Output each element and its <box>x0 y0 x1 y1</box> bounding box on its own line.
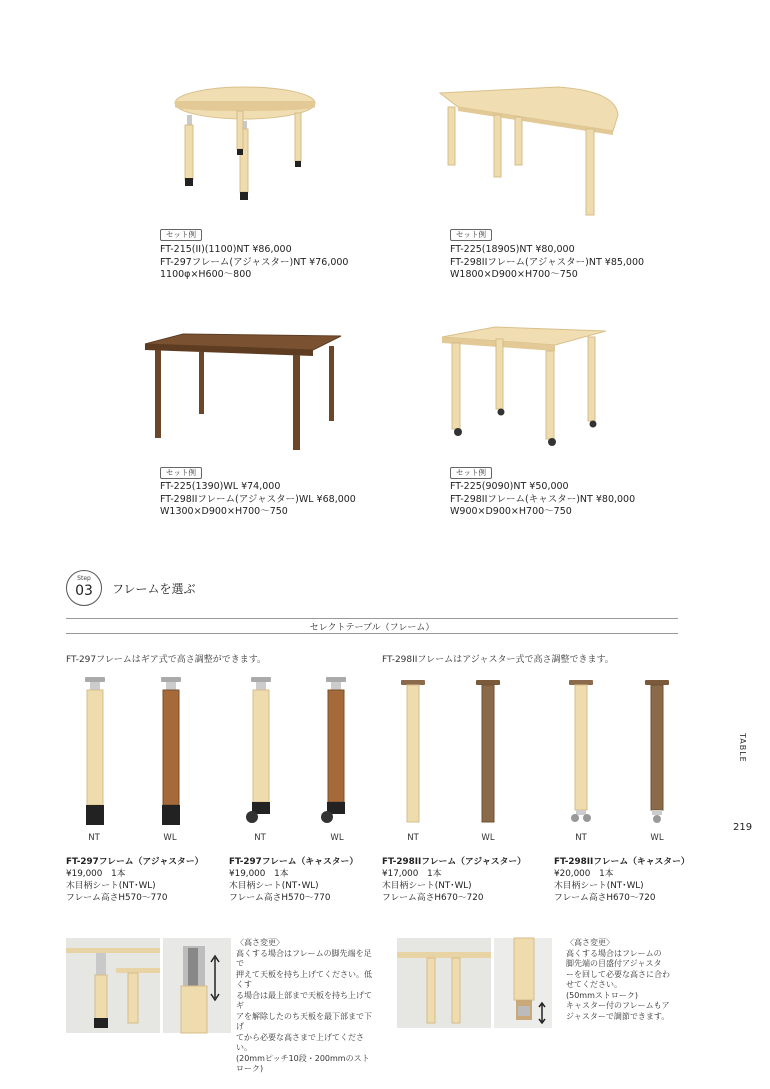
leg-ft297-caster-nt <box>243 677 277 827</box>
band-title: セレクトテーブル（フレーム） <box>309 623 435 633</box>
spec-line: W1800×D900×H700～750 <box>450 269 578 280</box>
table-spec-1 <box>160 244 348 282</box>
spec-line: FT-298IIフレーム(キャスター)NT ¥80,000 <box>450 493 636 505</box>
half-round-table-image <box>438 85 623 220</box>
product-sheet: 木目柄シート(NT･WL) <box>554 881 644 891</box>
leg-label-wl: WL <box>163 833 177 843</box>
leg-ft298-adjuster-nt <box>398 680 428 830</box>
product-sheet: 木目柄シート(NT･WL) <box>382 881 472 891</box>
note-line: 高くする場合はフレームの脚先端を足で <box>236 948 372 968</box>
round-table-image <box>175 85 320 215</box>
height-change-note-297 <box>236 938 376 1075</box>
note-line: てから必要な高さまで上げてください。 <box>236 1032 364 1052</box>
table-spec-2 <box>450 244 644 282</box>
product-height: フレーム高さH670～720 <box>554 893 656 903</box>
note-line: キャスター付のフレームもア <box>566 1001 670 1010</box>
section-side-label: TABLE <box>738 733 747 763</box>
leg-label-wl: WL <box>481 833 495 843</box>
set-example-tag-1: セット例 <box>160 229 202 241</box>
ft298-note: FT-298IIフレームはアジャスター式で高さ調整できます。 <box>382 655 614 665</box>
divider-bottom <box>66 633 678 634</box>
note-line: ジャスターで調節できます。 <box>566 1011 670 1021</box>
spec-line: W900×D900×H700～750 <box>450 506 572 517</box>
spec-line: FT-215(II)(1100)NT ¥86,000 <box>160 244 292 255</box>
leg-label-nt: NT <box>407 833 419 843</box>
table-spec-4 <box>450 481 635 519</box>
product-sheet: 木目柄シート(NT･WL) <box>229 881 319 891</box>
height-change-title: 〈高さ変更〉 <box>236 938 284 947</box>
height-change-photo-297-a <box>66 938 160 1033</box>
spec-line: 1100φ×H600～800 <box>160 269 252 280</box>
height-change-photo-298-a <box>397 938 491 1028</box>
note-line: 押えて天板を持ち上げてください。低くす <box>236 969 372 989</box>
walnut-table-image <box>143 330 343 455</box>
height-change-photo-297-b <box>163 938 231 1033</box>
note-line: (50mmストローク) <box>566 990 639 1000</box>
product-sheet: 木目柄シート(NT･WL) <box>66 881 156 891</box>
height-change-note-298 <box>566 938 676 1022</box>
set-example-tag-3: セット例 <box>160 467 202 479</box>
step-title: フレームを選ぶ <box>112 582 196 596</box>
product-price: ¥20,000 1本 <box>554 869 614 879</box>
product-ft298-caster <box>554 856 690 904</box>
product-ft297-adjuster <box>66 856 203 904</box>
leg-label-nt: NT <box>88 833 100 843</box>
leg-ft297-caster-wl <box>318 677 352 827</box>
product-height: フレーム高さH570～770 <box>229 893 331 903</box>
table-spec-3 <box>160 481 356 519</box>
spec-line: FT-298IIフレーム(アジャスター)WL ¥68,000 <box>160 493 356 505</box>
leg-ft298-adjuster-wl <box>473 680 503 830</box>
product-price: ¥19,000 1本 <box>229 869 289 879</box>
note-line: 脚先端の目盛付アジャスタ <box>566 959 662 968</box>
product-name: FT-297フレーム（キャスター） <box>229 857 359 867</box>
leg-ft297-adjuster-wl <box>156 677 186 827</box>
step-number: 03 <box>75 583 93 599</box>
leg-ft297-adjuster-nt <box>80 677 110 827</box>
product-height: フレーム高さH570～770 <box>66 893 168 903</box>
step-label: Step <box>77 575 91 582</box>
product-price: ¥19,000 1本 <box>66 869 126 879</box>
step-badge <box>66 570 102 606</box>
height-change-title: 〈高さ変更〉 <box>566 938 614 947</box>
square-caster-table-image <box>440 325 610 450</box>
note-line: せてください。 <box>566 980 622 989</box>
note-line: ローク) <box>236 1064 264 1073</box>
page-number: 219 <box>733 822 753 833</box>
product-price: ¥17,000 1本 <box>382 869 442 879</box>
spec-line: FT-225(9090)NT ¥50,000 <box>450 481 569 492</box>
ft297-note: FT-297フレームはギア式で高さ調整ができます。 <box>66 655 267 665</box>
leg-label-nt: NT <box>254 833 266 843</box>
product-name: FT-297フレーム（アジャスター） <box>66 857 204 867</box>
leg-ft298-caster-wl <box>642 680 672 830</box>
note-line: アを解除したのち天板を最下部まで下げ <box>236 1011 372 1031</box>
note-line: ーを回して必要な高さに合わ <box>566 969 670 979</box>
spec-line: FT-298IIフレーム(アジャスター)NT ¥85,000 <box>450 256 645 268</box>
leg-ft298-caster-nt <box>566 680 596 830</box>
leg-label-nt: NT <box>575 833 587 843</box>
divider-top <box>66 618 678 619</box>
product-ft298-adjuster <box>382 856 526 904</box>
height-change-photo-298-b <box>494 938 552 1028</box>
note-line: る場合は最上部まで天板を持ち上げてギ <box>236 990 372 1010</box>
leg-label-wl: WL <box>650 833 664 843</box>
spec-line: W1300×D900×H700～750 <box>160 506 288 517</box>
note-line: (20mmピッチ10段・200mmのスト <box>236 1053 370 1063</box>
leg-label-wl: WL <box>330 833 344 843</box>
set-example-tag-4: セット例 <box>450 467 492 479</box>
product-name: FT-298IIフレーム（キャスター） <box>554 857 690 867</box>
product-height: フレーム高さH670～720 <box>382 893 484 903</box>
product-name: FT-298IIフレーム（アジャスター） <box>382 857 526 867</box>
set-example-tag-2: セット例 <box>450 229 492 241</box>
spec-line: FT-225(1890S)NT ¥80,000 <box>450 244 575 255</box>
spec-line: FT-297フレーム(アジャスター)NT ¥76,000 <box>160 256 349 268</box>
spec-line: FT-225(1390)WL ¥74,000 <box>160 481 281 492</box>
product-ft297-caster <box>229 856 358 904</box>
note-line: 高くする場合はフレームの <box>566 948 662 958</box>
